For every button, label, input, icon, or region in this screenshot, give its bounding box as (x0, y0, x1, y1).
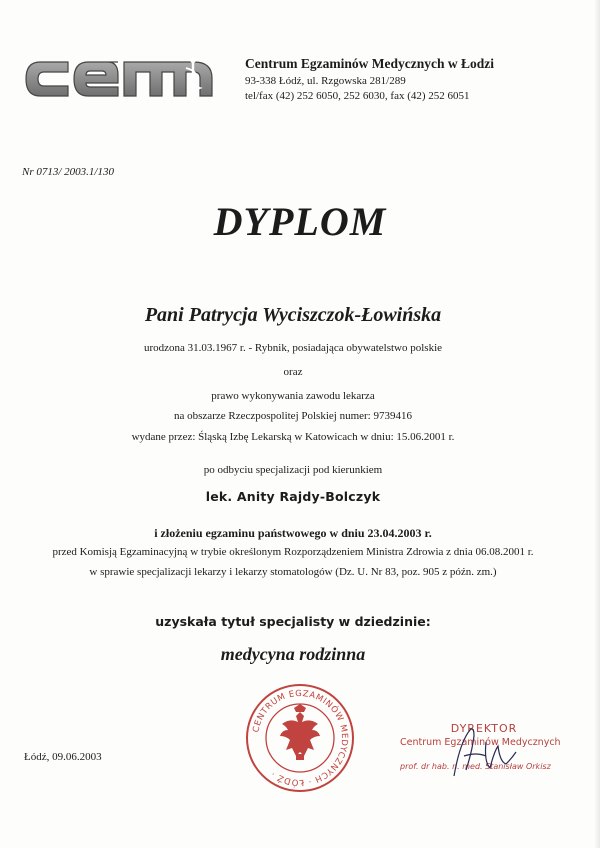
license-line-1: prawo wykonywania zawodu lekarza (211, 390, 375, 402)
license-line-3: wydane przez: Śląską Izbę Lekarską w Katowicach w dniu: 15.06.2001 r. (131, 431, 455, 443)
organization-header (245, 56, 585, 104)
specialization-intro: po odbyciu specjalizacji pod kierunkiem (203, 464, 383, 476)
license-line-2: na obszarze Rzeczpospolitej Polskiej numer: 9739416 (174, 410, 412, 422)
director-title: DYREKTOR (450, 722, 518, 735)
diploma-title: DYPLOM (213, 199, 387, 244)
director-signature (440, 722, 520, 782)
commission-line-1: przed Komisją Egzaminacyjną w trybie określonym Rozporządzeniem Ministra Zdrowia z dnia 06.08.2001 r. (52, 546, 534, 558)
place-and-date: Łódź, 09.06.2003 (24, 751, 102, 763)
birth-line: urodzona 31.03.1967 r. - Rybnik, posiadająca obywatelstwo polskie (143, 342, 443, 354)
organization-phone: tel/fax (42) 252 6050, 252 6030, fax (42) 252 6051 (245, 90, 470, 102)
eagle-emblem-icon (280, 704, 320, 760)
page-edge-shadow (594, 0, 600, 848)
director-name: prof. dr hab. n. med. Stanisław Orkisz (400, 762, 551, 771)
cem-logo (22, 52, 222, 106)
document-number: Nr 0713/ 2003.1/130 (22, 166, 114, 178)
seal-text: CENTRUM EGZAMINÓW MEDYCZNYCH · ŁÓDŹ · (251, 688, 350, 788)
exam-line: i złożeniu egzaminu państwowego w dniu 23.04.2003 r. (154, 526, 432, 540)
oraz-line: oraz (283, 366, 303, 378)
title-obtained-line: uzyskała tytuł specjalisty w dziedzinie: (155, 614, 431, 629)
director-organization: Centrum Egzaminów Medycznych (400, 737, 561, 748)
supervisor-name: lek. Anity Rajdy-Bolczyk (205, 489, 381, 504)
official-seal (244, 682, 356, 794)
organization-address: 93-338 Łódź, ul. Rzgowska 281/289 (245, 75, 406, 87)
commission-line-2: w sprawie specjalizacji lekarzy i lekarzy stomatologów (Dz. U. Nr 83, poz. 905 z późn. zm.) (89, 566, 497, 578)
recipient-name: Pani Patrycja Wyciszczok-Łowińska (144, 304, 442, 326)
organization-name: Centrum Egzaminów Medycznych w Łodzi (245, 56, 494, 71)
specialty-name: medycyna rodzinna (220, 644, 366, 664)
